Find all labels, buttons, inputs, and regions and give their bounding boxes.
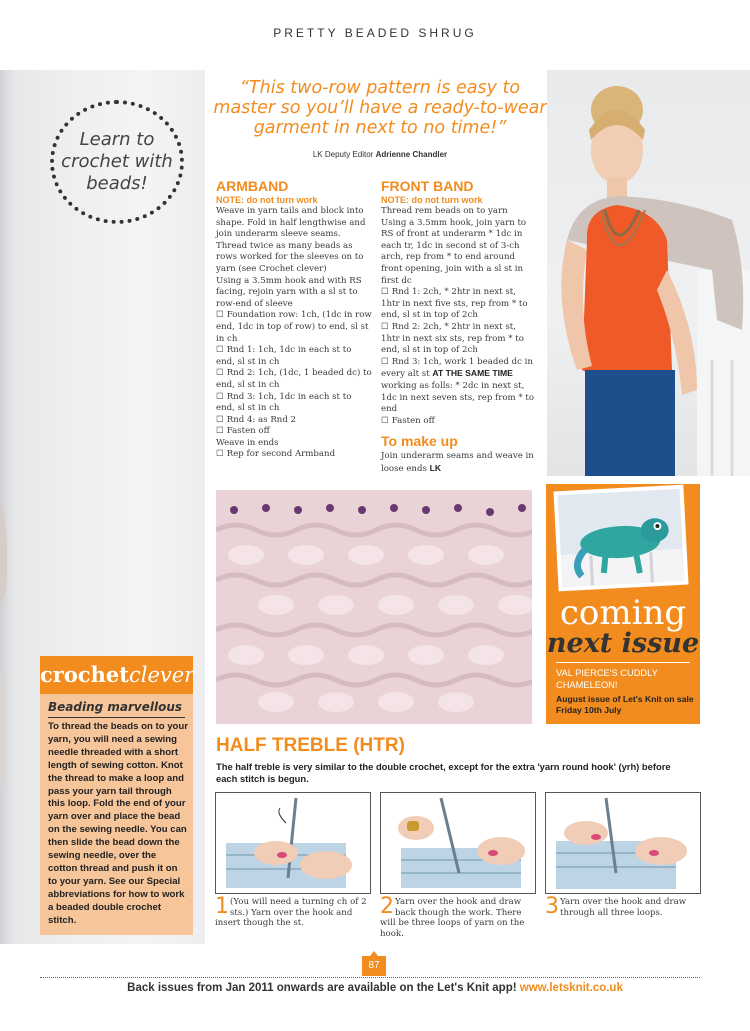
footer-divider bbox=[40, 977, 700, 978]
model-illustration bbox=[547, 70, 750, 476]
htr-step-1-caption: 1 (You will need a turning ch of 2 sts.) Yarn over the hook and insert though the st. bbox=[215, 894, 367, 928]
learn-badge: Learn to crochet with beads! bbox=[50, 100, 184, 224]
htr-intro: The half treble is very similar to the double crochet, except for the extra 'yarn round hook' (yrh) before each stitch is begun. bbox=[216, 761, 671, 784]
coming-onsale: August issue of Let's Knit on sale Friday 10th July bbox=[556, 694, 694, 715]
next-issue-heading: next issue bbox=[546, 628, 700, 659]
beaded-swatch-photo bbox=[216, 490, 532, 724]
footer-url[interactable]: www.letsknit.co.uk bbox=[519, 982, 623, 994]
htr-step-2-illustration bbox=[380, 792, 536, 894]
htr-step-3-caption: 3 Yarn over the hook and draw through all three loops. bbox=[545, 894, 687, 919]
crochet-clever-box bbox=[40, 656, 193, 935]
htr-title: HALF TREBLE (HTR) bbox=[216, 735, 405, 756]
page-header: PRETTY BEADED SHRUG bbox=[273, 26, 477, 40]
htr-step-1-illustration bbox=[215, 792, 371, 894]
crochet-clever-title: crochetclever bbox=[40, 656, 193, 694]
htr-step-3-illustration bbox=[545, 792, 701, 894]
crochet-clever-text: To thread the beads on to your yarn, you will need a sewing needle threaded with a short length of sewing cotton. Knot the thread to make a loop and pass your yarn tail through this loop. Fold the end of your yarn over and place the bead on the sewing needle. You can then slide the bead down the sewing needle, over the cotton thread and push it on to your yarn. See our Special abbreviations for how to work a beaded double crochet stitch. bbox=[48, 721, 189, 926]
crochet-clever-subtitle: Beading marvellous bbox=[48, 700, 183, 714]
model-photo bbox=[547, 70, 750, 476]
armband-note: NOTE: do not turn work bbox=[216, 195, 318, 205]
armband-section: ARMBAND NOTE: do not turn work Weave in yarn tails and block into shape. Fold in half lengthwise and join underarm sleeve seams. Thread twice as many beads as rows worked for the sleeves on to yarn (see Crochet clever) Using a 3.5mm hook and with RS facing, rejoin yarn with a sl st to row-end of sleeve ☐ Foundation row: 1ch, (1dc in row end, 1dc in top of row) to end, sl st in ch ☐ Rnd 1: 1ch, 1dc in each st to end, sl st in ch ☐ Rnd 2: 1ch, (1dc, 1 beaded dc) to end, sl st in ch ☐ Rnd 3: 1ch, 1dc in each st to end, sl st in ch ☐ Rnd 4: as Rnd 2 ☐ Fasten off Weave in ends ☐ Rep for second Armband bbox=[216, 178, 372, 461]
htr-step-2-caption: 2 Yarn over the hook and draw back though the work. There will be three loops of yarn on the hook. bbox=[380, 894, 525, 939]
make-up-heading: To make up bbox=[381, 433, 458, 450]
coming-heading: coming bbox=[559, 593, 687, 633]
front-band-heading: FRONT BAND bbox=[381, 178, 474, 194]
coming-next-issue bbox=[546, 484, 700, 724]
page-number: 87 bbox=[362, 956, 386, 976]
quote-credit: LK Deputy Editor Adrienne Chandler bbox=[312, 150, 448, 159]
coming-subtitle: VAL PIERCE'S CUDDLY CHAMELEON! bbox=[556, 668, 658, 690]
swatch-illustration bbox=[216, 490, 532, 724]
front-band-section: FRONT BAND NOTE: do not turn work Thread rem beads on to yarn Using a 3.5mm hook, join yarn to RS of front at underarm * 1dc in each tr, 1dc in second st of 3-ch arch, rep from * to end around front opening, join with a sl st in first dc ☐ Rnd 1: 2ch, * 2htr in next st, 1htr in next five sts, rep from * to end, sl st in top of 2ch ☐ Rnd 2: 2ch, * 2htr in next st, 1htr in next six sts, rep from * to end, sl st in top of 2ch ☐ Rnd 3: 1ch, work 1 beaded dc in every alt st AT THE SAME TIME working as folls: * 2dc in next st, 1dc in next seven sts, rep from * to end ☐ Fasten off To make up Join underarm seams and weave in loose ends LK bbox=[381, 178, 537, 475]
chameleon-photo bbox=[553, 485, 688, 592]
armband-heading: ARMBAND bbox=[216, 178, 289, 194]
footer-text: Back issues from Jan 2011 onwards are available on the Let's Knit app! www.letsknit.co.uk bbox=[127, 982, 623, 994]
pull-quote: “This two-row pattern is easy to master so you’ll have a ready-to-wear garment in next to no time!” bbox=[213, 78, 547, 138]
chameleon-illustration bbox=[558, 489, 685, 587]
front-band-note: NOTE: do not turn work bbox=[381, 195, 483, 205]
